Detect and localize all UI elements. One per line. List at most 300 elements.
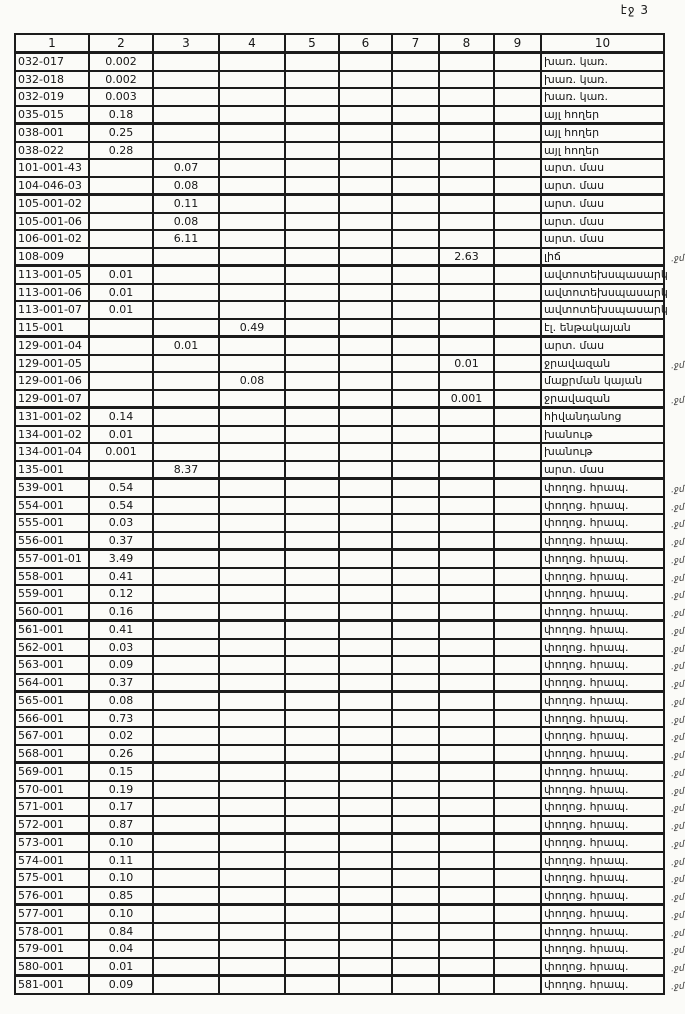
cell-landuse-label: խառ. կառ. [541, 71, 664, 89]
cell-area-value [339, 621, 392, 639]
table-row [15, 976, 664, 994]
cell-area-value: 0.09 [89, 656, 153, 674]
cell-landuse-label: խանութ [541, 443, 664, 461]
cell-parcel-code: 129-001-07 [15, 390, 89, 408]
cell-area-value [153, 692, 219, 710]
cell-area-value [285, 692, 339, 710]
cell-parcel-code: 035-015 [15, 106, 89, 124]
cell-area-value [392, 337, 439, 355]
table-row [15, 692, 664, 710]
cell-area-value [339, 656, 392, 674]
cell-area-value [494, 710, 541, 728]
cell-area-value [339, 869, 392, 887]
cell-landuse-label: այլ հողեր [541, 142, 664, 160]
cell-area-value [392, 532, 439, 550]
cell-area-value [392, 656, 439, 674]
cell-area-value [494, 940, 541, 958]
cell-area-value [392, 852, 439, 870]
cell-parcel-code: 032-018 [15, 71, 89, 89]
cell-parcel-code: 581-001 [15, 976, 89, 994]
cell-landuse-label: փողոց. հրապ. .ջմ [541, 532, 664, 550]
cell-area-value [339, 248, 392, 266]
cell-landuse-label: խառ. կառ. [541, 53, 664, 71]
table-row [15, 195, 664, 213]
cell-area-value [219, 514, 285, 532]
cell-area-value [339, 585, 392, 603]
cell-area-value [439, 745, 494, 763]
cell-area-value [285, 940, 339, 958]
cell-area-value [285, 337, 339, 355]
cell-area-value [219, 532, 285, 550]
cell-area-value: 0.16 [89, 603, 153, 621]
cell-landuse-label: փողոց. հրապ. .ջմ [541, 692, 664, 710]
cell-area-value [439, 798, 494, 816]
cell-area-value [339, 497, 392, 515]
cell-area-value [392, 443, 439, 461]
table-row [15, 869, 664, 887]
cell-area-value [494, 443, 541, 461]
cell-area-value [339, 798, 392, 816]
cell-landuse-label: փողոց. հրապ. .ջմ [541, 639, 664, 657]
cell-area-value [392, 887, 439, 905]
cell-area-value: 0.01 [439, 355, 494, 373]
cell-landuse-label: փողոց. հրապ. .ջմ [541, 497, 664, 515]
cell-area-value [339, 763, 392, 781]
cell-landuse-label: ավտոտեխսպասարկ [541, 301, 664, 319]
cell-area-value [89, 461, 153, 479]
margin-annotation: .ջմ [671, 981, 685, 993]
cell-area-value: 0.003 [89, 88, 153, 106]
cell-area-value [339, 213, 392, 231]
cell-area-value: 0.41 [89, 621, 153, 639]
cell-area-value [219, 230, 285, 248]
cell-area-value [285, 88, 339, 106]
cell-area-value [285, 443, 339, 461]
margin-annotation: .ջմ [671, 803, 685, 815]
table-row [15, 674, 664, 692]
cell-area-value [439, 443, 494, 461]
table-row [15, 656, 664, 674]
cell-area-value [153, 621, 219, 639]
cell-area-value [339, 372, 392, 390]
margin-annotation: .ջմ [671, 750, 685, 761]
cell-landuse-label: այլ հողեր [541, 124, 664, 142]
cell-area-value [439, 337, 494, 355]
cell-area-value [285, 159, 339, 177]
cell-area-value [285, 958, 339, 976]
cell-area-value [153, 479, 219, 497]
cell-landuse-label: արտ. մաս [541, 337, 664, 355]
cell-area-value [339, 568, 392, 586]
cell-area-value [339, 727, 392, 745]
cell-landuse-label: էլ. ենթակայան [541, 319, 664, 337]
cell-area-value [392, 159, 439, 177]
cell-area-value [439, 656, 494, 674]
cell-area-value [339, 692, 392, 710]
cell-parcel-code: 038-022 [15, 142, 89, 160]
cell-landuse-label: մաքրման կայան [541, 372, 664, 390]
cell-area-value [392, 461, 439, 479]
cell-area-value: 0.12 [89, 585, 153, 603]
cell-area-value [153, 834, 219, 852]
cell-area-value [339, 301, 392, 319]
cell-area-value [392, 106, 439, 124]
cell-area-value [285, 355, 339, 373]
cell-area-value [392, 248, 439, 266]
cell-area-value [219, 710, 285, 728]
cell-area-value: 8.37 [153, 461, 219, 479]
cell-area-value [89, 319, 153, 337]
cell-area-value: 0.01 [89, 958, 153, 976]
cell-area-value [392, 372, 439, 390]
table-row [15, 355, 664, 373]
cell-area-value [439, 869, 494, 887]
cell-area-value [153, 532, 219, 550]
cell-parcel-code: 555-001 [15, 514, 89, 532]
cell-landuse-label: փողոց. հրապ. .ջմ [541, 923, 664, 941]
cell-area-value: 0.41 [89, 568, 153, 586]
cell-area-value [439, 71, 494, 89]
cell-area-value: 0.08 [153, 213, 219, 231]
cell-area-value [392, 781, 439, 799]
cell-area-value [285, 816, 339, 834]
column-header-6: 6 [339, 34, 392, 53]
cell-area-value [153, 603, 219, 621]
cell-area-value [219, 568, 285, 586]
cell-area-value [439, 940, 494, 958]
cell-area-value [153, 71, 219, 89]
cell-area-value [494, 958, 541, 976]
cell-area-value [392, 568, 439, 586]
margin-annotation: .ջմ [671, 519, 685, 531]
cell-area-value [494, 497, 541, 515]
cell-landuse-label: արտ. մաս [541, 159, 664, 177]
cell-area-value [153, 798, 219, 816]
cell-parcel-code: 566-001 [15, 710, 89, 728]
cell-area-value [439, 479, 494, 497]
table-row [15, 940, 664, 958]
cell-area-value [339, 159, 392, 177]
cell-area-value [439, 923, 494, 941]
cell-area-value [153, 727, 219, 745]
cell-area-value [392, 71, 439, 89]
cell-area-value [439, 53, 494, 71]
cell-landuse-label: ավտոտեխսպասարկ [541, 284, 664, 302]
cell-landuse-label: փողոց. հրապ. .ջմ [541, 852, 664, 870]
cell-area-value: 0.002 [89, 53, 153, 71]
cell-parcel-code: 571-001 [15, 798, 89, 816]
cell-area-value [219, 106, 285, 124]
cell-area-value [494, 674, 541, 692]
table-row [15, 532, 664, 550]
cell-landuse-label: ջրավազան .ջմ [541, 355, 664, 373]
cell-landuse-label: փողոց. հրապ. .ջմ [541, 656, 664, 674]
cell-area-value [494, 177, 541, 195]
cell-parcel-code: 038-001 [15, 124, 89, 142]
cell-area-value: 0.37 [89, 532, 153, 550]
table-row [15, 53, 664, 71]
cell-area-value [392, 88, 439, 106]
margin-annotation: .ջմ [671, 910, 685, 922]
table-row [15, 230, 664, 248]
margin-annotation: .ջմ [671, 732, 685, 744]
cell-area-value [285, 497, 339, 515]
cell-area-value [339, 88, 392, 106]
cell-area-value [285, 727, 339, 745]
margin-annotation: .ջմ [671, 484, 685, 496]
cell-area-value [439, 461, 494, 479]
cell-area-value: 0.54 [89, 479, 153, 497]
cell-parcel-code: 032-019 [15, 88, 89, 106]
cell-area-value [494, 869, 541, 887]
cell-area-value [339, 674, 392, 692]
cell-landuse-label: փողոց. հրապ. .ջմ [541, 887, 664, 905]
cell-parcel-code: 561-001 [15, 621, 89, 639]
cell-area-value [392, 798, 439, 816]
cell-area-value [392, 213, 439, 231]
cell-area-value [153, 852, 219, 870]
cell-area-value [89, 213, 153, 231]
cell-area-value [439, 727, 494, 745]
table-row [15, 248, 664, 266]
cell-area-value [439, 106, 494, 124]
cell-area-value [153, 940, 219, 958]
cell-area-value [285, 230, 339, 248]
cell-area-value [153, 426, 219, 444]
cell-landuse-label: լիճ .ջմ [541, 248, 664, 266]
cell-parcel-code: 108-009 [15, 248, 89, 266]
cell-area-value [439, 781, 494, 799]
cell-area-value [494, 355, 541, 373]
cell-area-value [392, 603, 439, 621]
cell-area-value [219, 88, 285, 106]
cell-area-value [339, 976, 392, 994]
cell-parcel-code: 554-001 [15, 497, 89, 515]
cell-area-value [219, 603, 285, 621]
cell-area-value [439, 710, 494, 728]
cell-area-value [219, 550, 285, 568]
table-row [15, 639, 664, 657]
table-row [15, 479, 664, 497]
cell-area-value [219, 798, 285, 816]
cell-area-value [439, 550, 494, 568]
cell-parcel-code: 568-001 [15, 745, 89, 763]
cell-landuse-label: փողոց. հրապ. .ջմ [541, 550, 664, 568]
cell-area-value [89, 355, 153, 373]
cell-area-value [285, 834, 339, 852]
cell-area-value [439, 426, 494, 444]
cell-area-value [392, 53, 439, 71]
cell-area-value [285, 976, 339, 994]
margin-annotation: .ջմ [671, 555, 685, 567]
margin-annotation: .ջմ [671, 857, 685, 868]
cell-area-value: 0.02 [89, 727, 153, 745]
table-row [15, 443, 664, 461]
cell-parcel-code: 113-001-05 [15, 266, 89, 284]
table-row [15, 923, 664, 941]
cell-area-value [153, 301, 219, 319]
cell-area-value [285, 621, 339, 639]
cell-area-value [339, 337, 392, 355]
cell-area-value [153, 408, 219, 426]
cell-parcel-code: 578-001 [15, 923, 89, 941]
cell-area-value [392, 514, 439, 532]
cell-area-value [494, 585, 541, 603]
cell-area-value [494, 142, 541, 160]
cell-landuse-label: փողոց. հրապ. .ջմ [541, 781, 664, 799]
cell-area-value [153, 923, 219, 941]
cell-area-value [494, 53, 541, 71]
cell-area-value [339, 461, 392, 479]
cell-area-value [219, 781, 285, 799]
cell-area-value [153, 585, 219, 603]
cell-area-value [219, 816, 285, 834]
table-row [15, 745, 664, 763]
cell-area-value [439, 497, 494, 515]
table-row [15, 887, 664, 905]
cell-area-value: 0.14 [89, 408, 153, 426]
cell-parcel-code: 572-001 [15, 816, 89, 834]
cell-area-value [285, 124, 339, 142]
cell-area-value: 0.15 [89, 763, 153, 781]
cell-parcel-code: 105-001-02 [15, 195, 89, 213]
cell-parcel-code: 563-001 [15, 656, 89, 674]
cell-area-value [494, 71, 541, 89]
cell-area-value [89, 390, 153, 408]
cell-area-value [339, 639, 392, 657]
table-row [15, 177, 664, 195]
table-row [15, 585, 664, 603]
cell-area-value [494, 124, 541, 142]
cell-area-value [494, 692, 541, 710]
cell-area-value [439, 408, 494, 426]
cell-area-value [285, 319, 339, 337]
cell-area-value [153, 106, 219, 124]
margin-annotation: .ջմ [671, 253, 685, 264]
margin-annotation: .ջմ [671, 644, 685, 655]
cell-area-value [392, 284, 439, 302]
cell-area-value [339, 710, 392, 728]
cell-area-value [219, 727, 285, 745]
cell-area-value [153, 816, 219, 834]
cell-area-value [219, 869, 285, 887]
cell-area-value [494, 550, 541, 568]
table-row [15, 337, 664, 355]
cell-area-value [153, 514, 219, 532]
cell-area-value [494, 213, 541, 231]
cell-parcel-code: 131-001-02 [15, 408, 89, 426]
cell-landuse-label: փողոց. հրապ. .ջմ [541, 514, 664, 532]
cell-landuse-label: փողոց. հրապ. .ջմ [541, 763, 664, 781]
cell-area-value [494, 887, 541, 905]
cell-area-value [153, 142, 219, 160]
cell-parcel-code: 564-001 [15, 674, 89, 692]
margin-annotation: .ջմ [671, 697, 685, 709]
cell-area-value: 0.87 [89, 816, 153, 834]
cell-parcel-code: 134-001-04 [15, 443, 89, 461]
cell-area-value [439, 852, 494, 870]
cell-area-value [494, 834, 541, 852]
cell-parcel-code: 559-001 [15, 585, 89, 603]
cell-parcel-code: 556-001 [15, 532, 89, 550]
cell-area-value [219, 159, 285, 177]
cell-area-value [392, 674, 439, 692]
cell-area-value [219, 905, 285, 923]
cell-area-value [285, 266, 339, 284]
cell-area-value [494, 763, 541, 781]
margin-annotation: .ջմ [671, 821, 685, 832]
cell-landuse-label: փողոց. հրապ. .ջմ [541, 940, 664, 958]
table-row [15, 514, 664, 532]
cell-area-value [494, 923, 541, 941]
cell-area-value [285, 53, 339, 71]
cell-area-value [494, 248, 541, 266]
cell-landuse-label: փողոց. հրապ. .ջմ [541, 621, 664, 639]
cell-area-value: 0.01 [89, 301, 153, 319]
cell-area-value [285, 656, 339, 674]
cell-area-value [439, 976, 494, 994]
cell-area-value [153, 710, 219, 728]
cell-area-value [219, 745, 285, 763]
cell-parcel-code: 569-001 [15, 763, 89, 781]
cell-parcel-code: 562-001 [15, 639, 89, 657]
table-row [15, 497, 664, 515]
cell-area-value [219, 497, 285, 515]
cell-parcel-code: 032-017 [15, 53, 89, 71]
cell-area-value [392, 816, 439, 834]
cell-parcel-code: 576-001 [15, 887, 89, 905]
cell-area-value [494, 390, 541, 408]
cell-area-value [339, 106, 392, 124]
cell-area-value [439, 301, 494, 319]
cell-landuse-label: փողոց. հրապ. .ջմ [541, 798, 664, 816]
cell-area-value [439, 230, 494, 248]
cell-area-value [392, 266, 439, 284]
cell-area-value [285, 142, 339, 160]
cell-area-value [439, 266, 494, 284]
cell-area-value [339, 443, 392, 461]
cell-area-value [494, 230, 541, 248]
margin-annotation: .ջմ [671, 502, 685, 513]
cell-area-value [285, 887, 339, 905]
cell-parcel-code: 134-001-02 [15, 426, 89, 444]
cell-area-value [285, 71, 339, 89]
cell-area-value [339, 177, 392, 195]
cell-area-value [392, 621, 439, 639]
cell-parcel-code: 579-001 [15, 940, 89, 958]
cell-area-value [392, 958, 439, 976]
cell-landuse-label: ավտոտեխսպասարկ [541, 266, 664, 284]
cell-parcel-code: 560-001 [15, 603, 89, 621]
cell-landuse-label: փողոց. հրապ. .ջմ [541, 674, 664, 692]
cell-area-value [339, 408, 392, 426]
cell-area-value: 6.11 [153, 230, 219, 248]
cell-area-value [89, 177, 153, 195]
cell-area-value [285, 426, 339, 444]
cell-area-value [439, 905, 494, 923]
cell-parcel-code: 567-001 [15, 727, 89, 745]
cell-area-value [339, 124, 392, 142]
column-header-5: 5 [285, 34, 339, 53]
cell-area-value: 0.08 [153, 177, 219, 195]
cell-area-value [439, 621, 494, 639]
cell-landuse-label: հիվանդանոց [541, 408, 664, 426]
cell-area-value [153, 674, 219, 692]
cell-area-value [219, 195, 285, 213]
cell-area-value [89, 195, 153, 213]
cell-parcel-code: 573-001 [15, 834, 89, 852]
cell-parcel-code: 539-001 [15, 479, 89, 497]
